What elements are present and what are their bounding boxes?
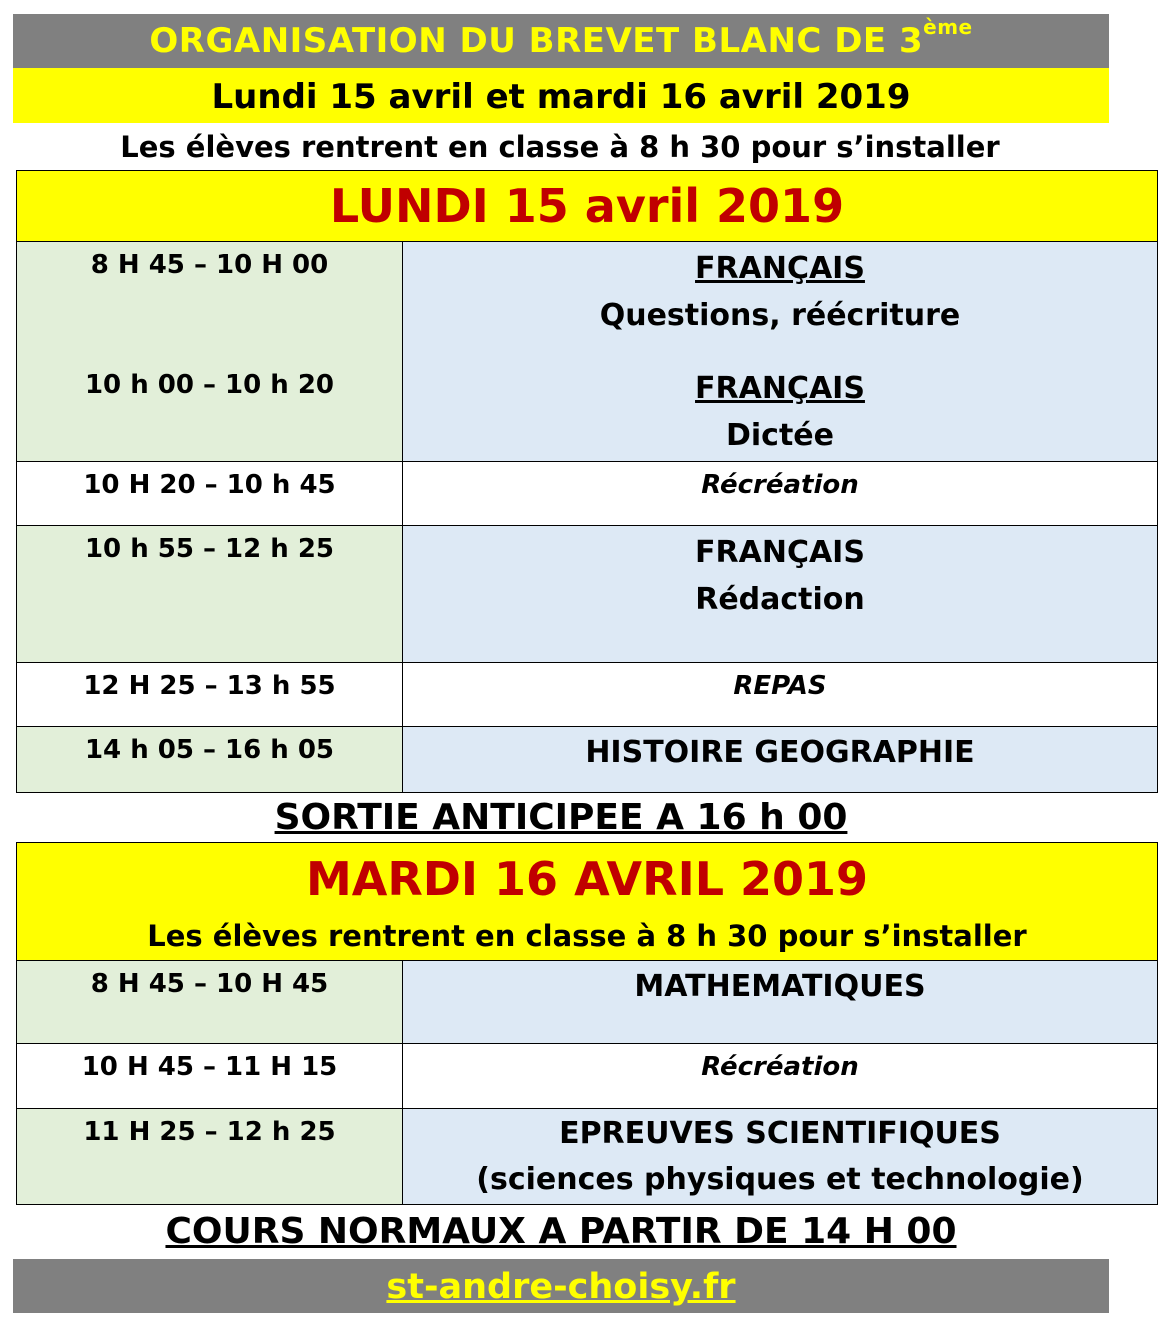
subject-detail: Rédaction (695, 582, 865, 617)
subject-name: HISTOIRE GEOGRAPHIE (403, 727, 1158, 793)
tuesday-arrival-note: Les élèves rentrent en classe à 8 h 30 pour s’installer (147, 919, 1027, 953)
subject-name: MATHEMATIQUES (403, 961, 1158, 1044)
subject-cell (403, 242, 1158, 462)
subject-detail: (sciences physiques et technologie) (476, 1162, 1084, 1197)
early-exit-text: SORTIE ANTICIPEE A 16 h 00 (274, 797, 848, 838)
subject-name: FRANÇAIS (695, 535, 865, 570)
table-row (17, 242, 1158, 462)
time-cell: 10 H 45 – 11 H 15 (17, 1044, 403, 1109)
subject-name: FRANÇAIS (695, 371, 865, 406)
break-label: Récréation (403, 1044, 1158, 1109)
subject-name: FRANÇAIS (695, 251, 865, 286)
time-slot: 8 H 45 – 10 H 00 (90, 250, 329, 280)
subject-detail: Dictée (725, 418, 834, 453)
time-cell (17, 242, 403, 462)
time-cell: 14 h 05 – 16 h 05 (17, 727, 403, 793)
table-row (17, 727, 1158, 793)
time-cell: 8 H 45 – 10 H 45 (17, 961, 403, 1044)
subject-cell (403, 526, 1158, 663)
arrival-note: Les élèves rentrent en classe à 8 h 30 pour s’installer (120, 130, 1000, 164)
time-cell: 10 H 20 – 10 h 45 (17, 462, 403, 526)
normal-classes-note (0, 1208, 1122, 1256)
subject-detail: Questions, réécriture (599, 298, 961, 333)
title-superscript: ème (923, 15, 973, 39)
table-row (17, 961, 1158, 1044)
time-slot: 10 h 00 – 10 h 20 (84, 370, 335, 400)
table-row (17, 1109, 1158, 1205)
normal-classes-text: COURS NORMAUX A PARTIR DE 14 H 00 (165, 1211, 957, 1252)
table-row (17, 526, 1158, 663)
website-link[interactable]: st-andre-choisy.fr (386, 1267, 736, 1307)
monday-day-header: LUNDI 15 avril 2019 (17, 171, 1158, 242)
time-cell: 10 h 55 – 12 h 25 (17, 526, 403, 663)
monday-schedule-table (16, 170, 1158, 793)
meal-label: REPAS (403, 663, 1158, 727)
break-label: Récréation (403, 462, 1158, 526)
table-row (17, 1044, 1158, 1109)
tuesday-day-title: MARDI 16 AVRIL 2019 (305, 852, 869, 906)
subject-name: EPREUVES SCIENTIFIQUES (559, 1116, 1001, 1151)
table-row (17, 462, 1158, 526)
table-row (17, 663, 1158, 727)
footer-bar (13, 1259, 1109, 1313)
time-cell: 12 H 25 – 13 h 55 (17, 663, 403, 727)
subject-cell (403, 1109, 1158, 1205)
time-cell: 11 H 25 – 12 h 25 (17, 1109, 403, 1205)
title-text: ORGANISATION DU BREVET BLANC DE 3 (149, 21, 924, 61)
exam-dates: Lundi 15 avril et mardi 16 avril 2019 (13, 68, 1109, 123)
tuesday-schedule-table (16, 842, 1158, 1205)
tuesday-day-header (17, 843, 1158, 961)
document-title (13, 14, 1109, 68)
early-exit-note (0, 795, 1122, 841)
